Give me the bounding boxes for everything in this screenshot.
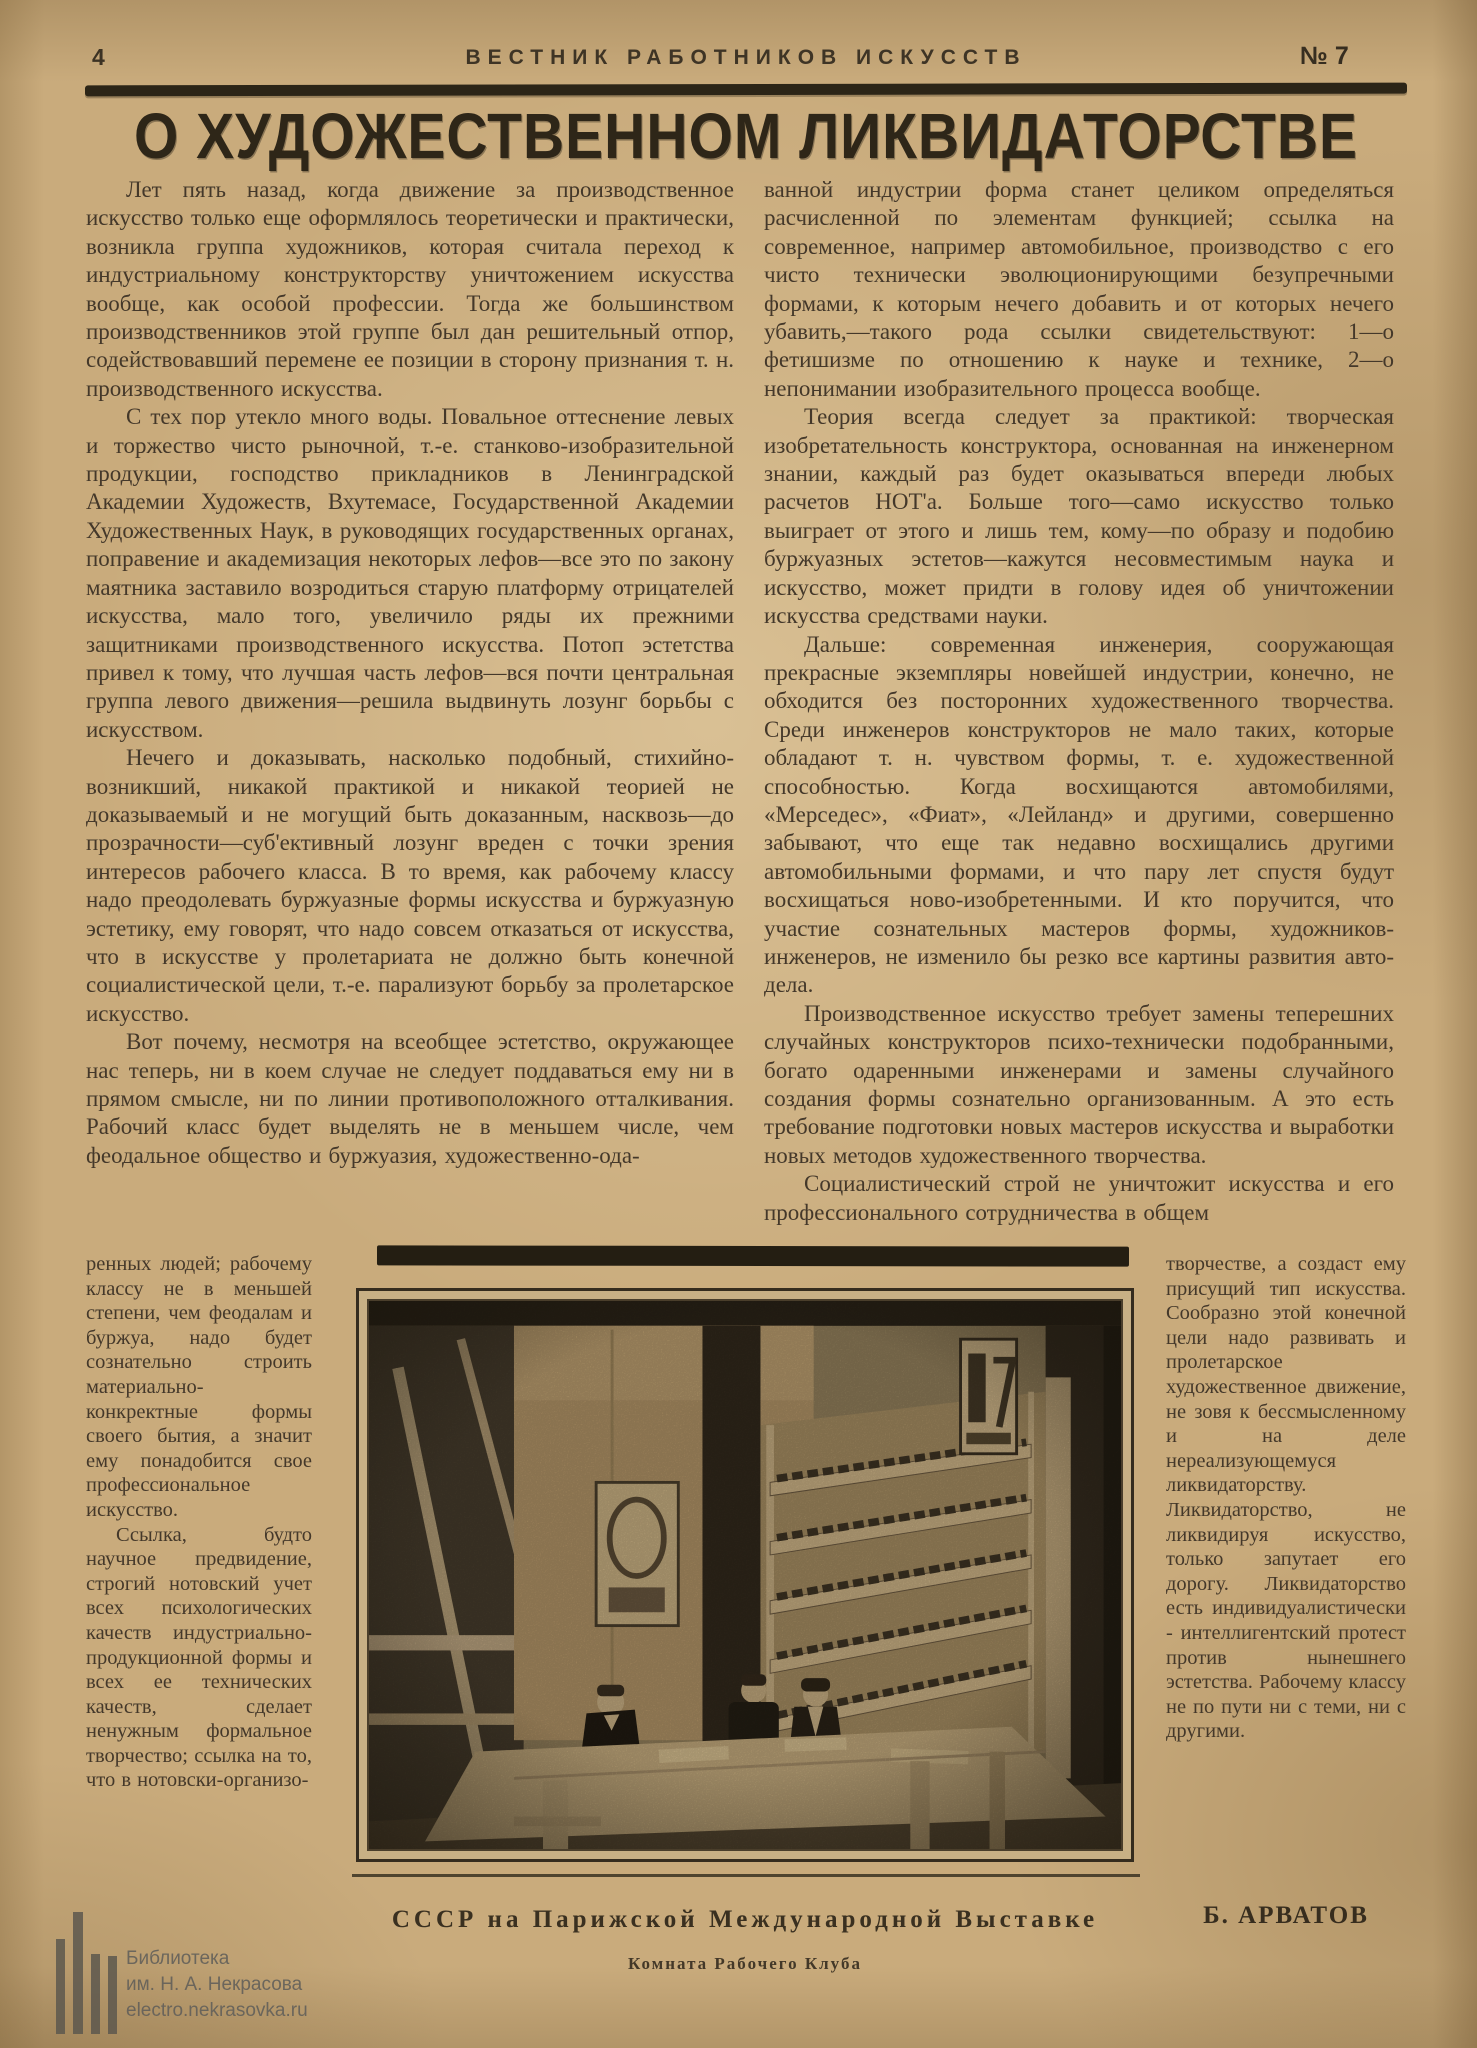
logo-bar [108,1956,117,2034]
watermark-line: electro.nekrasovka.ru [126,2000,308,2021]
photo-caption: СССР на Парижской Международной Выставке [391,1906,1099,1933]
photo-illustration [369,1301,1121,1849]
article-headline: О ХУДОЖЕСТВЕННОМ ЛИКВИДАТОРСТВЕ [133,101,1359,173]
paragraph: творчестве, а создаст ему присущий тип искусства. Сообразно этой конечной цели надо развивать и пролетарское художественное движение, не зовя к бессмысленному и на деле нереализующемуся ликвидаторству. Ликвидаторство, не ликвидируя искусство, только запутает его дорогу. Ликвидаторство есть индивидуалистически - интеллигентский протест против нынешнего эстетства. Рабочему классу не по пути ни с теми, ни с другими. [1166,1253,1406,1743]
author-byline: Б. АРВАТОВ [1203,1902,1369,1929]
photo-workers-club-room [367,1299,1123,1851]
paragraph: Дальше: современная инженерия, сооружающая прекрасные экземпляры новейшей индустрии, конечно, не обходится без посторонних художественного творчества. Среди инженеров конструкторов не мало таких, которые обладают т. н. чувством формы, т. е. художественной способностью. Когда восхищаются автомобилями, «Мерседес», «Фиат», «Лейланд» и другими, совершенно забывают, что еще так недавно восхищались другими автомобильными формами, и что пару лет спустя будут восхищаться ново-изобретенными. И кто поручится, что участие сознательных мастеров формы, художников-инженеров, не изменило бы резко все картины развития авто-дела. [764,631,1394,998]
watermark-line: им. Н. А. Некрасова [126,1974,303,1995]
library-logo-bars-icon [56,1912,120,2034]
library-watermark [126,1946,308,2024]
photo-bottom-rule [352,1874,1140,1877]
photo-frame [356,1288,1134,1862]
masthead-title: ВЕСТНИК РАБОТНИКОВ ИСКУССТВ [465,46,1027,69]
paragraph: Лет пять назад, когда движение за производственное искусство только еще оформлялось теоретически и практически, возникла группа художников, которая считала переход к индустриальному конструкторству уничтожением искусства вообще, как особой профессии. Тогда же большинством производственников этой группе был дан решительный отпор, содействовавший перемене ее позиции в сторону признания т. н. производственного искусства. [86,177,734,401]
paragraph: С тех пор утекло много воды. Повальное оттеснение левых и торжество чисто рыночной, т.-е. станково-изобразительной продукции, господство прикладников в Ленинградской Академии Художеств, Вхутемасе, Государственной Академии Художественных Наук, в руководящих государственных органах, поправение и академизация некоторых лефов—все это по закону маятника заставило возродиться старую платформу отрицателей искусства, мало того, увеличило ряды их прежними защитниками производственного искусства. Потоп эстетства привел к тому, что лучшая часть лефов—вся почти центральная группа левого движения—решила выдвинуть лозунг борьбы с искусством. [86,404,734,742]
logo-bar [91,1954,100,2034]
photo-top-rule [377,1245,1129,1266]
page-number: 4 [92,44,105,70]
paragraph: Социалистический строй не уничтожит искусства и его профессионального сотрудничества в общем [764,1171,1394,1225]
paragraph: Ссылка, будто научное предвидение, строгий нотовский учет всех психологических качеств индустриально-продукционной формы и всех ее технических качеств, сделает ненужным формальное творчество; ссылка на то, что в нотовски-организо- [86,1523,312,1792]
column-left [86,176,734,1170]
paragraph: Нечего и доказывать, насколько подобный, стихийно-возникший, никакой практикой и никакой теорией не доказываемый и не могущий быть доказанным, насквозь—до прозрачности—суб'ективный лозунг вреден с точки зрения интересов рабочего класса. В то время, как рабочему классу надо преодолевать буржуазные формы искусства и буржуазную эстетику, ему говорят, что надо совсем отказаться от искусства, что в искусстве у пролетариата не должно быть конечной социалистической цели, т.-е. парализуют борьбу за пролетарское искусство. [86,745,734,1026]
logo-bar [73,1912,83,2034]
column-right [764,176,1394,1227]
column-narrow-left [86,1252,312,1793]
paragraph: Производственное искусство требует замены теперешних случайных конструкторов психо-технически подобранными, богато одаренными инженерами и замены случайного создания формы сознательно организованным. А это есть требование подготовки новых мастеров искусства и выработки новых методов художественного творчества. [764,1000,1394,1168]
watermark-line: Библиотека [126,1948,230,1969]
logo-bar [56,1939,65,2034]
paragraph: ванной индустрии форма станет целиком определяться расчисленной по элементам функцией; ссылка на современное, например автомобильное, производство с его чисто технически эволюционирующими безупречными формами, к которым нечего добавить и от которых нечего убавить,—такого рода ссылки свидетельствуют: 1—о фетишизме по отношению к науке и технике, 2—о непонимании изобразительного процесса вообще. [764,177,1394,401]
paragraph: ренных людей; рабочему классу не в меньшей степени, чем феодалам и буржуа, надо будет сознательно строить материально-конкректные формы своего бытия, а значит ему понадобится свое профессиональное искусство. [86,1253,312,1521]
paragraph: Теория всегда следует за практикой: творческая изобретательность конструктора, основанная на инженерном знании, каждый раз будет оказываться впереди любых расчетов НОТ'а. Больше того—само искусство только выиграет от этого и лишь тем, кому—по образу и подобию буржуазных эстетов—кажутся несовместимым наука и искусство, может придти в голову идея об уничтожении искусства средствами науки. [764,404,1394,629]
issue-number: № 7 [1300,42,1349,70]
header-rule [85,83,1407,97]
paragraph: Вот почему, несмотря на всеобщее эстетство, окружающее нас теперь, ни в коем случае не следует поддаваться ему ни в прямом смысле, ни по линии противоположного отталкивания. Рабочий класс будет выделять не в меньшем числе, чем феодальное общество и буржуазия, художественно-ода- [86,1029,734,1168]
photo-subcaption: Комната Рабочего Клуба [628,1954,862,1973]
column-narrow-right [1166,1252,1406,1744]
